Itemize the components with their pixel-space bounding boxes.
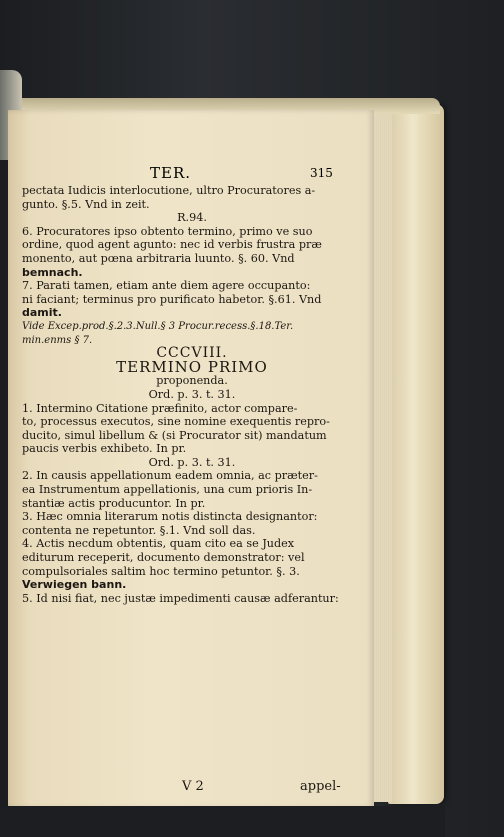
- text-line: ea Instrumentum appellationis, una cum prioris In-: [22, 483, 313, 497]
- text-line: ni faciant; terminus pro purificato habetor. §.61. Vnd: [22, 292, 322, 306]
- text-line: paucis verbis exhibeto. In pr.: [22, 442, 187, 456]
- page-footer: [182, 779, 342, 795]
- catchword: appel-: [300, 779, 341, 794]
- text-line: 4. Actis necdum obtentis, quam cito ea se Judex: [22, 537, 295, 551]
- text-line: bemnach.: [22, 265, 83, 279]
- text-line: Vide Excep.prod.§.2.3.Null.§ 3 Procur.recess.§.18.Ter.: [22, 320, 294, 332]
- text-line: 2. In causis appellationum eadem omnia, ac præter-: [22, 469, 318, 483]
- page-text: [22, 184, 362, 605]
- running-head: [150, 164, 350, 180]
- text-line: to, processus executos, sine nomine exequentis repro-: [22, 415, 330, 429]
- signature-mark: V 2: [182, 779, 204, 794]
- text-line: contenta ne repetuntor. §.1. Vnd soll das.: [22, 523, 256, 537]
- text-line: CCCVIII.: [156, 345, 228, 362]
- text-line: gunto. §.5. Vnd in zeit.: [22, 197, 150, 211]
- text-line: Ord. p. 3. t. 31.: [148, 387, 236, 401]
- text-line: proponenda.: [156, 374, 228, 388]
- text-line: Ord. p. 3. t. 31.: [148, 455, 236, 469]
- text-line: monento, aut pœna arbitraria luunto. §. 60. Vnd: [22, 251, 295, 265]
- text-line: 7. Parati tamen, etiam ante diem agere occupanto:: [22, 279, 311, 293]
- bottom-shadow: [0, 806, 445, 837]
- text-line: 1. Intermino Citatione præfinito, actor compare-: [22, 401, 298, 415]
- text-line: pectata Iudicis interlocutione, ultro Procuratores a-: [22, 184, 316, 197]
- text-line: TERMINO PRIMO: [116, 357, 268, 376]
- text-line: stantiæ actis producuntor. In pr.: [22, 496, 206, 510]
- text-line: 3. Hæc omnia literarum notis distincta designantor:: [22, 510, 318, 524]
- text-line: 6. Procuratores ipso obtento termino, primo ve suo: [22, 224, 313, 238]
- text-line: 5. Id nisi fiat, nec justæ impedimenti causæ adferantur:: [22, 591, 339, 605]
- text-line: ducito, simul libellum & (si Procurator sit) mandatum: [22, 428, 327, 442]
- page-number: 315: [310, 166, 333, 180]
- text-line: editurum receperit, documento demonstrator: vel: [22, 551, 305, 565]
- text-line: compulsoriales saltim hoc termino petuntor. §. 3.: [22, 564, 300, 578]
- text-line: ordine, quod agent agunto: nec id verbis frustra præ: [22, 238, 322, 252]
- text-line: min.enms § 7.: [22, 334, 93, 346]
- book-cover-right: [388, 104, 444, 804]
- text-line: Verwiegen bann.: [22, 578, 127, 592]
- text-line: damit.: [22, 306, 62, 320]
- text-line: R.94.: [177, 211, 207, 225]
- running-head-title: TER.: [150, 164, 192, 182]
